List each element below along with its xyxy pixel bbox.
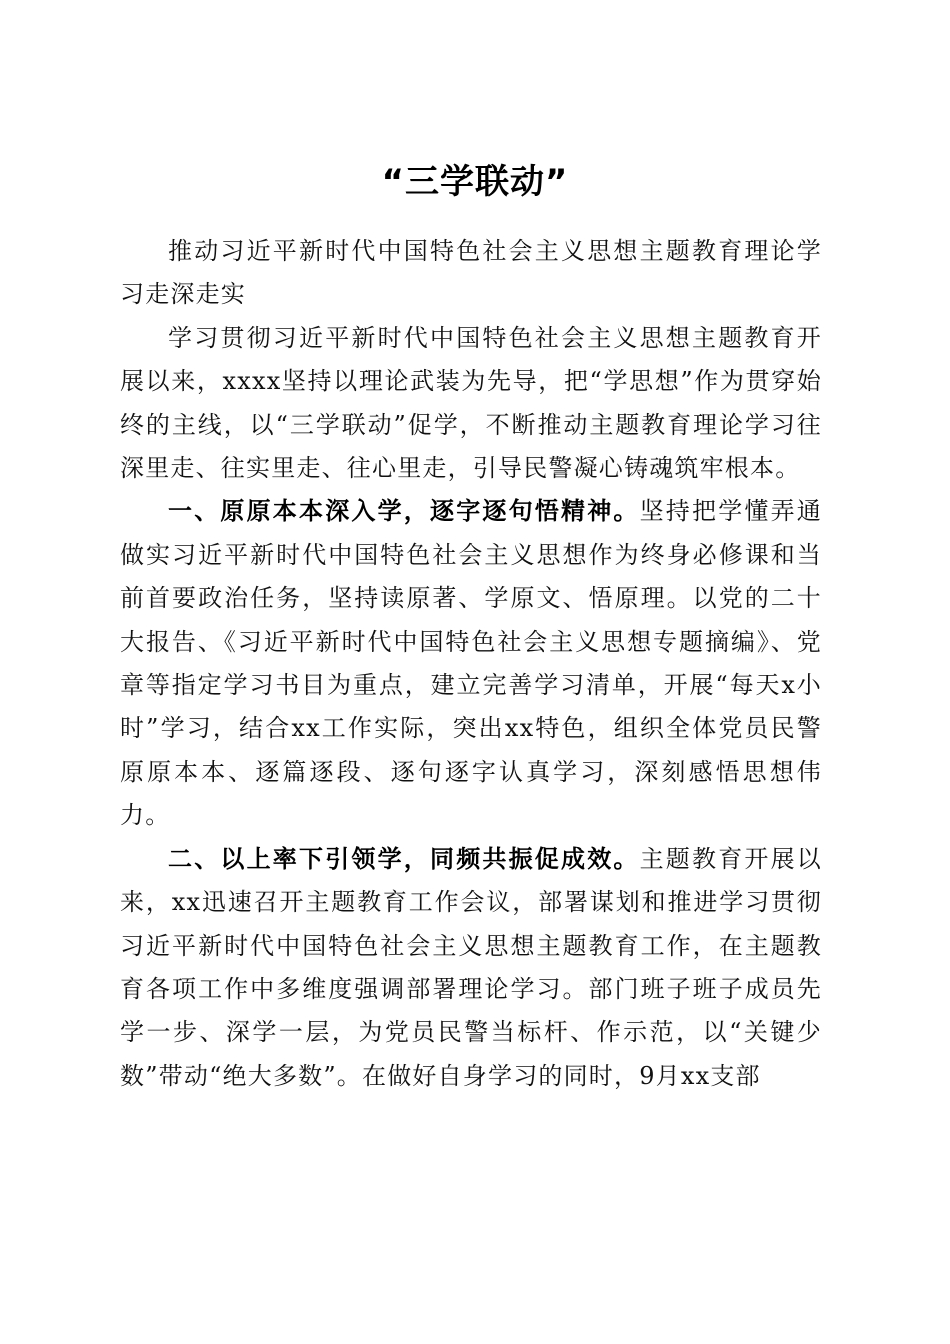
intro-paragraph: 学习贯彻习近平新时代中国特色社会主义思想主题教育开展以来，xxxx坚持以理论武装为先导，把“学思想”作为贯穿始终的主线，以“三学联动”促学，不断推动主题教育理论学习往深里走、往实里走、往心里走，引导民警凝心铸魂筑牢根本。 xyxy=(120,323,822,483)
section-heading-2: 二、以上率下引领学，同频共振促成效。 xyxy=(168,844,640,873)
subtitle-paragraph: 推动习近平新时代中国特色社会主义思想主题教育理论学习走深走实 xyxy=(120,237,822,309)
section-text-1: 坚持把学懂弄通做实习近平新时代中国特色社会主义思想作为终身必修课和当前首要政治任务，坚持读原著、学原文、悟原理。以党的二十大报告、《习近平新时代中国特色社会主义思想专题摘编》、党章等指定学习书目为重点，建立完善学习清单，开展“每天x小时”学习，结合xx工作实际，突出xx特色，组织全体党员民警原原本本、逐篇逐段、逐句逐字认真学习，深刻感悟思想伟力。 xyxy=(120,497,822,830)
section-text-2: 主题教育开展以来，xx迅速召开主题教育工作会议，部署谋划和推进学习贯彻习近平新时代中国特色社会主义思想主题教育工作，在主题教育各项工作中多维度强调部署理论学习。部门班子班子成员先学一步、深学一层，为党员民警当标杆、作示范，以“关键少数”带动“绝大多数”。在做好自身学习的同时，9月xx支部 xyxy=(120,844,822,1090)
section-paragraph-1 xyxy=(120,490,822,837)
section-paragraph-2 xyxy=(120,838,822,1098)
document-title: “三学联动” xyxy=(381,161,569,202)
section-heading-1: 一、原原本本深入学，逐字逐句悟精神。 xyxy=(168,497,640,526)
document-body xyxy=(120,230,822,1098)
